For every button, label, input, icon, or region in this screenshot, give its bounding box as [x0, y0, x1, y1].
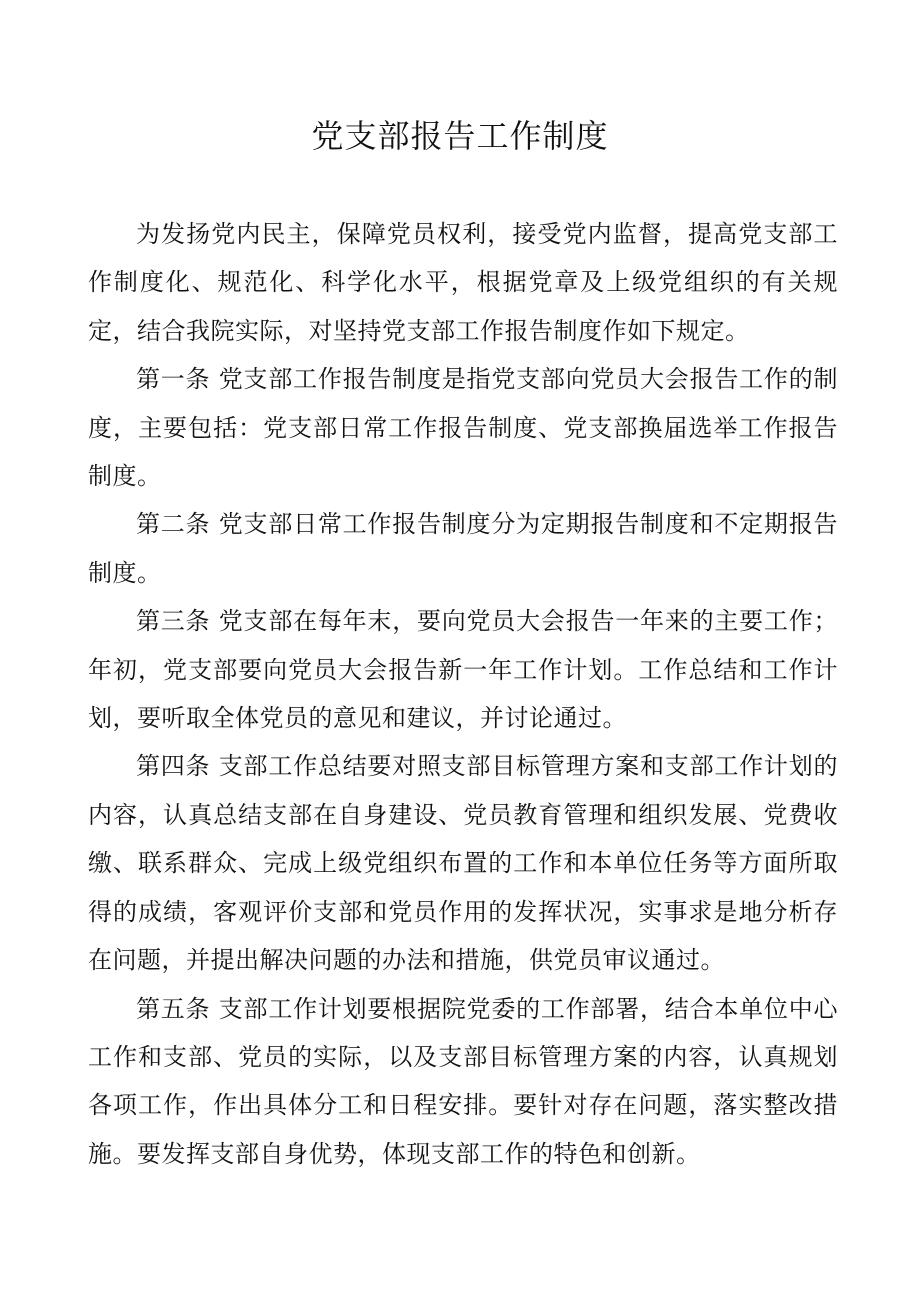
paragraph-article-5: 第五条 支部工作计划要根据院党委的工作部署，结合本单位中心工作和支部、党员的实际，以及支部目标管理方案的内容，认真规划各项工作，作出具体分工和日程安排。要针对存在问题，落实整改措施。要发挥支部自身优势，体现支部工作的特色和创新。: [88, 994, 838, 1168]
document-title: 党支部报告工作制度: [311, 117, 609, 155]
paragraph-article-2: 第二条 党支部日常工作报告制度分为定期报告制度和不定期报告制度。: [88, 510, 838, 587]
paragraph-preamble: 为发扬党内民主，保障党员权利，接受党内监督，提高党支部工作制度化、规范化、科学化水平，根据党章及上级党组织的有关规定，结合我院实际，对坚持党支部工作报告制度作如下规定。: [88, 220, 838, 345]
document-body: [88, 210, 838, 1178]
paragraph-article-3: 第三条 党支部在每年末，要向党员大会报告一年来的主要工作；年初，党支部要向党员大会报告新一年工作计划。工作总结和工作计划，要听取全体党员的意见和建议，并讨论通过。: [88, 607, 838, 733]
paragraph-article-1: 第一条 党支部工作报告制度是指党支部向党员大会报告工作的制度，主要包括：党支部日常工作报告制度、党支部换届选举工作报告制度。: [88, 365, 838, 491]
paragraph-article-4: 第四条 支部工作总结要对照支部目标管理方案和支部工作计划的内容，认真总结支部在自身建设、党员教育管理和组织发展、党费收缴、联系群众、完成上级党组织布置的工作和本单位任务等方面所取得的成绩，客观评价支部和党员作用的发挥状况，实事求是地分析存在问题，并提出解决问题的办法和措施，供党员审议通过。: [88, 752, 838, 975]
